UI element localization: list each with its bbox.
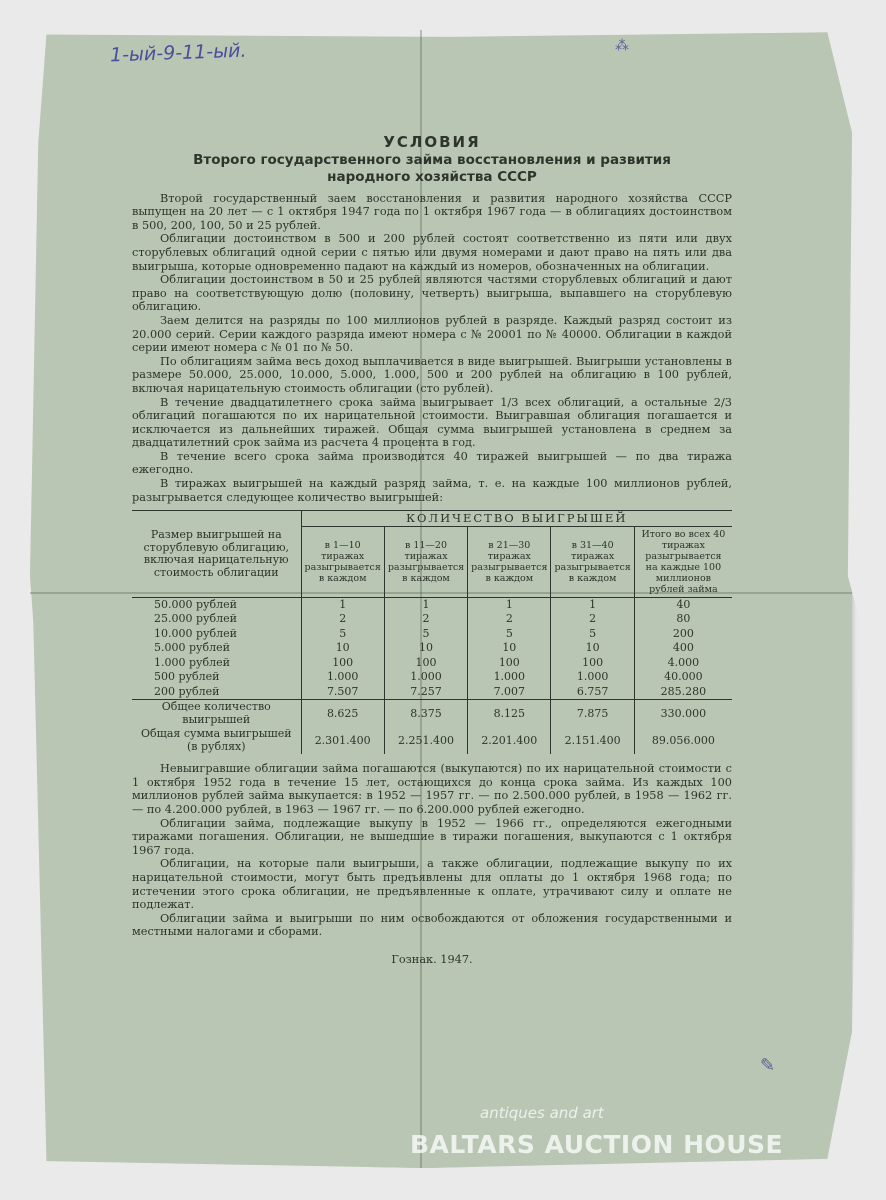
paragraph: Облигации достоинством в 50 и 25 рублей являются частями сторублевых облигаций и дают право на соответствующую долю (половину, четверть) выигрыша, выпавшего на сторублевую облигацию.: [132, 273, 732, 314]
table-row: [132, 685, 732, 700]
table-cell: 1.000: [551, 670, 634, 685]
watermark-brand: BALTARS AUCTION HOUSE: [410, 1130, 784, 1159]
table-row-header: Размер выигрышей на сторублевую облигацию, включая нарицательную стоимость облигации: [132, 511, 301, 598]
total-count-row: [132, 700, 732, 728]
table-cell: 1: [468, 597, 551, 612]
table-cell: 10: [301, 641, 384, 656]
table-cell: 2.201.400: [468, 727, 551, 754]
paragraph: Второй государственный заем восстановления и развития народного хозяйства СССР выпущен на 20 лет — с 1 октября 1947 года по 1 октября 1967 года — в облигациях достоинством в 500, 200, 100, 50 и 25 рублей.: [132, 191, 732, 232]
paragraph: Облигации достоинством в 500 и 200 рублей состоят соответственно из пяти или двух сторублевых облигаций одной серии с пятью или двумя номерами и дают право на пять или два выигрыша, которые одновременно падают на каждый из номеров, обозначенных на облигации.: [132, 232, 732, 273]
table-cell: 40: [634, 597, 732, 612]
table-cell: 200: [634, 627, 732, 642]
document-subtitle: [132, 152, 732, 186]
table-row: [132, 627, 732, 642]
winnings-table: [132, 510, 732, 754]
table-cell: 400: [634, 641, 732, 656]
total-sum-row: [132, 727, 732, 754]
table-cell: 5: [551, 627, 634, 642]
table-cell: 2.151.400: [551, 727, 634, 754]
paragraph: Невыигравшие облигации займа погашаются (выкупаются) по их нарицательной стоимости с 1 октября 1952 года в течение 15 лет, остающихся до конца срока займа. Из каждых 100 миллионов рублей займа выкупается: в 1952 — 1957 гг. — по 2.500.000 рублей, в 1958 — 1962 гг. — по 4.200.000 рублей, в 1963 — 1967 гг. — по 6.200.000 рублей ежегодно.: [132, 762, 732, 817]
table-cell: 2: [384, 612, 467, 627]
paragraph: Заем делится на разряды по 100 миллионов рублей в разряде. Каждый разряд состоит из 20.000 серий. Серии каждого разряда имеют номера с № 20001 по № 40000. Облигации в каждой серии имеют номера с № 01 по № 50.: [132, 313, 732, 355]
table-cell: 40.000: [634, 670, 732, 685]
table-cell: 2.251.400: [384, 727, 467, 754]
table-cell: 4.000: [634, 656, 732, 671]
table-cell: 100: [551, 656, 634, 671]
table-body: [132, 597, 732, 700]
table-group-header: КОЛИЧЕСТВО ВЫИГРЫШЕЙ: [301, 511, 732, 527]
row-label: 1.000 рублей: [154, 655, 230, 669]
paragraph: В тиражах выигрышей на каждый разряд займа, т. е. на каждые 100 миллионов рублей, разыгрывается следующее количество выигрышей:: [132, 477, 732, 504]
paragraph: Облигации займа и выигрыши по ним освобождаются от обложения государственными и местными налогами и сборами.: [132, 911, 732, 939]
subtitle-line-2: народного хозяйства СССР: [327, 168, 537, 185]
table-column-header: в 1—10 тиражах разыгрывается в каждом: [301, 526, 384, 597]
table-cell: 10: [551, 641, 634, 656]
table-cell: 1.000: [384, 670, 467, 685]
table-row: [132, 597, 732, 612]
table-cell: 80: [634, 612, 732, 627]
table-cell: 10: [384, 641, 467, 656]
paragraph: Облигации займа, подлежащие выкупу в 1952 — 1966 гг., определяются ежегодными тиражами погашения. Облигации, не вышедшие в тиражи погашения, выкупаются с 1 октября 1967 года.: [132, 816, 732, 857]
table-cell: 1.000: [301, 670, 384, 685]
table-cell: 5: [468, 627, 551, 642]
table-cell: 2: [551, 612, 634, 627]
table-cell: 100: [301, 656, 384, 671]
table-cell: 7.257: [384, 685, 467, 700]
table-cell: 2: [468, 612, 551, 627]
document-body: [132, 133, 732, 967]
row-label: 5.000 рублей: [154, 641, 230, 655]
row-label: 10.000 рублей: [154, 626, 237, 640]
watermark-tagline: antiques and art: [480, 1104, 604, 1122]
table-cell: 1: [551, 597, 634, 612]
table-cell: 2: [301, 612, 384, 627]
table-cell: 8.375: [384, 700, 467, 728]
subtitle-line-1: Второго государственного займа восстановления и развития: [193, 151, 671, 168]
pen-mark-bottom: ✎: [760, 1055, 776, 1076]
row-label: 50.000 рублей: [154, 597, 237, 611]
pen-mark-top: ⁂: [615, 38, 629, 54]
paragraph: В течение всего срока займа производится 40 тиражей выигрышей — по два тиража ежегодно.: [132, 449, 732, 477]
table-cell: 100: [468, 656, 551, 671]
table-cell: 100: [384, 656, 467, 671]
paragraph: Облигации, на которые пали выигрыши, а также облигации, подлежащие выкупу по их нарицательной стоимости, могут быть предъявлены для оплаты до 1 октября 1968 года; по истечении этого срока облигации, не предъявленные к оплате, утрачивают силу и оплате не подлежат.: [132, 857, 732, 912]
row-label: 200 рублей: [154, 684, 220, 698]
table-column-header: Итого во всех 40 тиражах разыгрывается на каждые 100 миллионов рублей займа: [634, 526, 732, 597]
paragraph: В течение двадцатилетнего срока займа выигрывает 1/3 всех облигаций, а остальные 2/3 облигаций погашаются по их нарицательной стоимости. Выигравшая облигация погашается и исключается из дальнейших тиражей. Общая сумма выигрышей установлена в среднем за двадцатилетний срок займа из расчета 4 процента в год.: [132, 395, 732, 450]
table-cell: 7.007: [468, 685, 551, 700]
row-label: 25.000 рублей: [154, 612, 237, 626]
table-cell: 2.301.400: [301, 727, 384, 754]
handwritten-note: 1-ый-9-11-ый.: [109, 39, 247, 67]
table-row: [132, 612, 732, 627]
table-column-header: в 11—20 тиражах разыгрывается в каждом: [384, 526, 467, 597]
table-cell: 89.056.000: [634, 727, 732, 754]
table-cell: 7.875: [551, 700, 634, 728]
table-row: [132, 656, 732, 671]
paragraph: По облигациям займа весь доход выплачивается в виде выигрышей. Выигрыши установлены в размере 50.000, 25.000, 10.000, 5.000, 1.000, 500 и 200 рублей на облигацию в 100 рублей, включая нарицательную стоимость облигации (сто рублей).: [132, 354, 732, 395]
table-cell: 5: [301, 627, 384, 642]
table-cell: 5: [384, 627, 467, 642]
row-label: 500 рублей: [154, 670, 220, 684]
table-cell: 1: [384, 597, 467, 612]
table-cell: 285.280: [634, 685, 732, 700]
table-cell: 8.625: [301, 700, 384, 728]
table-cell: 6.757: [551, 685, 634, 700]
table-cell: 330.000: [634, 700, 732, 728]
closing-section: [132, 762, 732, 939]
document-title: УСЛОВИЯ: [383, 133, 481, 151]
table-cell: 1.000: [468, 670, 551, 685]
table-row: [132, 670, 732, 685]
total-sum-label: Общая сумма выигрышей (в рублях): [140, 727, 292, 753]
total-count-label: Общее количество выигрышей: [132, 700, 301, 728]
table-cell: 7.507: [301, 685, 384, 700]
printer-signature: Гознак. 1947.: [391, 952, 473, 966]
table-cell: 8.125: [468, 700, 551, 728]
table-cell: 1: [301, 597, 384, 612]
table-cell: 10: [468, 641, 551, 656]
table-column-header: в 21—30 тиражах разыгрывается в каждом: [468, 526, 551, 597]
table-row: [132, 641, 732, 656]
table-column-header: в 31—40 тиражах разыгрывается в каждом: [551, 526, 634, 597]
